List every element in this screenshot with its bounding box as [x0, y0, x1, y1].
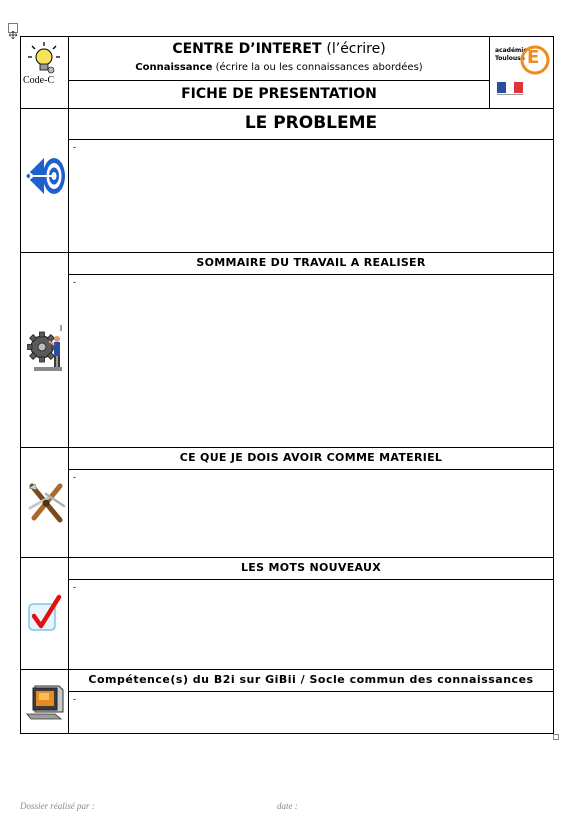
materiel-content-text: -	[73, 472, 76, 482]
academie-letter: É	[527, 47, 540, 68]
table-move-handle[interactable]	[8, 23, 18, 33]
move-arrows-icon	[9, 31, 17, 39]
problem-title: LE PROBLEME	[244, 113, 378, 133]
mots-content-cell[interactable]	[68, 579, 554, 670]
competences-title-cell	[68, 669, 554, 692]
table-resize-handle[interactable]	[553, 734, 559, 740]
sommaire-icon-cell	[20, 252, 69, 448]
code-c-logo-cell	[20, 36, 69, 109]
sommaire-content-cell[interactable]	[68, 274, 554, 448]
fiche-presentation-title: FICHE DE PRESENTATION	[181, 86, 377, 102]
republique-flag-icon	[497, 82, 523, 96]
sommaire-title-cell	[68, 252, 554, 275]
checkmark-icon	[27, 594, 63, 634]
dossier-realise-label: Dossier réalisé par :	[20, 801, 95, 811]
materiel-content-cell[interactable]	[68, 469, 554, 558]
date-label: date :	[277, 801, 298, 811]
mots-title-cell	[68, 557, 554, 580]
academie-logo-cell	[489, 36, 554, 109]
competences-title: Compétence(s) du B2i sur GiBii / Socle commun des connaissances	[88, 673, 534, 686]
gear-worker-icon	[27, 323, 65, 379]
mots-content-text: -	[73, 582, 76, 592]
tools-icon	[26, 480, 66, 526]
sommaire-title: SOMMAIRE DU TRAVAIL A REALISER	[196, 256, 426, 269]
materiel-title-cell	[68, 447, 554, 470]
materiel-title: CE QUE JE DOIS AVOIR COMME MATERIEL	[179, 451, 443, 464]
centre-interet-title: CENTRE D’INTERET	[172, 41, 322, 57]
problem-title-cell	[68, 108, 554, 140]
centre-interet-paren: (l’écrire)	[326, 41, 386, 57]
target-icon	[24, 154, 66, 198]
sommaire-content-text: -	[73, 277, 76, 287]
centre-interet-cell	[68, 36, 490, 81]
lightbulb-icon	[27, 41, 61, 75]
competences-icon-cell	[20, 669, 69, 734]
code-c-label: Code-C	[23, 75, 55, 86]
academie-line2: Toulouse	[495, 55, 525, 62]
connaissance-label: Connaissance	[135, 62, 213, 73]
competences-content-cell[interactable]	[68, 691, 554, 734]
fiche-presentation-cell	[68, 80, 490, 109]
connaissance-hint: (écrire la ou les connaissances abordées)	[215, 62, 423, 73]
materiel-icon-cell	[20, 447, 69, 558]
problem-content-cell[interactable]	[68, 139, 554, 253]
mots-title: LES MOTS NOUVEAUX	[240, 561, 382, 574]
mots-icon-cell	[20, 557, 69, 670]
academie-line1: académie	[495, 47, 528, 54]
computer-icon	[25, 684, 67, 720]
problem-icon-cell	[20, 108, 69, 253]
problem-content-text: -	[73, 142, 76, 152]
competences-content-text: -	[73, 694, 76, 704]
